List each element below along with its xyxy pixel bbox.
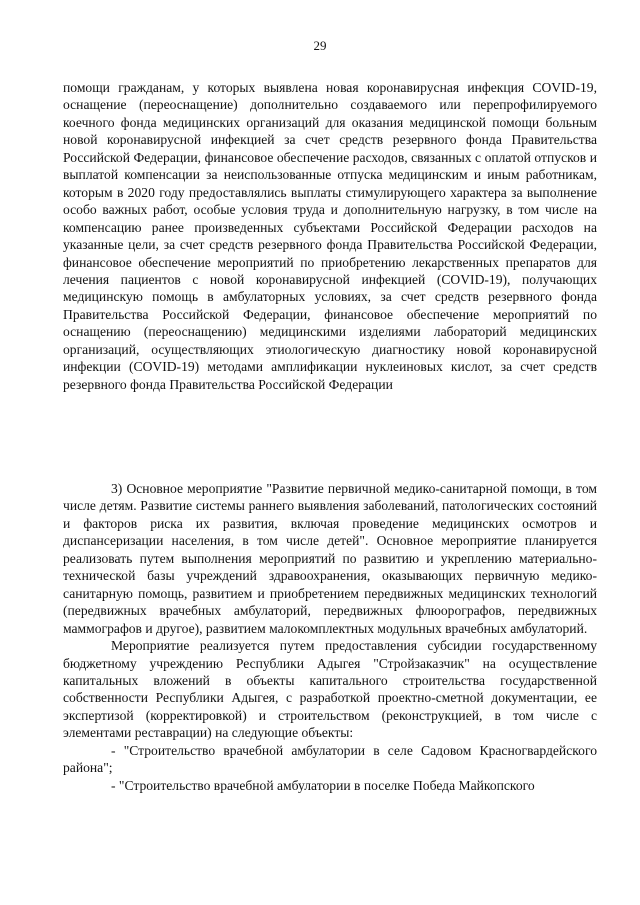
text-block-covid-funding xyxy=(63,79,597,393)
page-number: 29 xyxy=(313,38,327,53)
paragraph-covid-funding: помощи гражданам, у которых выявлена новая коронавирусная инфекция COVID-19, оснащение (переоснащение) дополнительно создаваемого или перепрофилируемого коечного фонда медицинских организаций для оказания медицинской помощи больным новой коронавирусной инфекцией за счет средств резервного фонда Правительства Российской Федерации, финансовое обеспечение расходов, связанных с оплатой отпусков и выплатой компенсации за неиспользованные отпуска медицинским и иным работникам, которым в 2020 году предоставлялись выплаты стимулирующего характера за выполнение особо важных работ, особые условия труда и дополнительную нагрузку, в том числе на компенсацию ранее произведенных субъектами Российской Федерации расходов на указанные цели, за счет средств резервного фонда Правительства Российской Федерации, финансовое обеспечение мероприятий по приобретению лекарственных препаратов для лечения пациентов с новой коронавирусной инфекцией (COVID-19), получающих медицинскую помощь в амбулаторных условиях, за счет средств резервного фонда Правительства Российской Федерации, финансовое обеспечение мероприятий по оснащению (переоснащению) медицинскими изделиями лабораторий медицинских организаций, осуществляющих этиологическую диагностику новой коронавирусной инфекции (COVID-19) методами амплификации нуклеиновых кислот, за счет средств резервного фонда Правительства Российской Федерации xyxy=(63,80,597,392)
paragraph-subsidy: Мероприятие реализуется путем предоставления субсидии государственному бюджетному учреждению Республики Адыгея "Стройзаказчик" на осуществление капитальных вложений в объекты капитального строительства государственной собственности Республики Адыгея, с разработкой проектно-сметной документации, ее экспертизой (корректировкой) и строительством (реконструкцией, в том числе с элементами реставрации) на следующие объекты: xyxy=(63,638,597,741)
list-item-sadovoe: - "Строительство врачебной амбулатории в селе Садовом Красногвардейского района"; xyxy=(63,742,597,776)
paragraph-primary-care-measure: 3) Основное мероприятие "Развитие первичной медико-санитарной помощи, в том числе детям. Развитие системы раннего выявления заболеваний, патологических состояний и факторов риска их развития, включая проведение медицинских осмотров и диспансеризации населения, в том числе детей". Основное мероприятие планируется реализовать путем выполнения мероприятий по развитию и укреплению материально-технической базы учреждений здравоохранения, оказывающих первичную медико-санитарную помощь, развитием и приобретением передвижных медицинских технологий (передвижных врачебных амбулаторий, передвижных флюорографов, передвижных маммографов и другое), развитием малокомплектных модульных врачебных амбулаторий. xyxy=(63,481,597,636)
text-block-primary-care xyxy=(63,480,597,794)
list-item-pobeda: - "Строительство врачебной амбулатории в поселке Победа Майкопского xyxy=(111,777,535,793)
